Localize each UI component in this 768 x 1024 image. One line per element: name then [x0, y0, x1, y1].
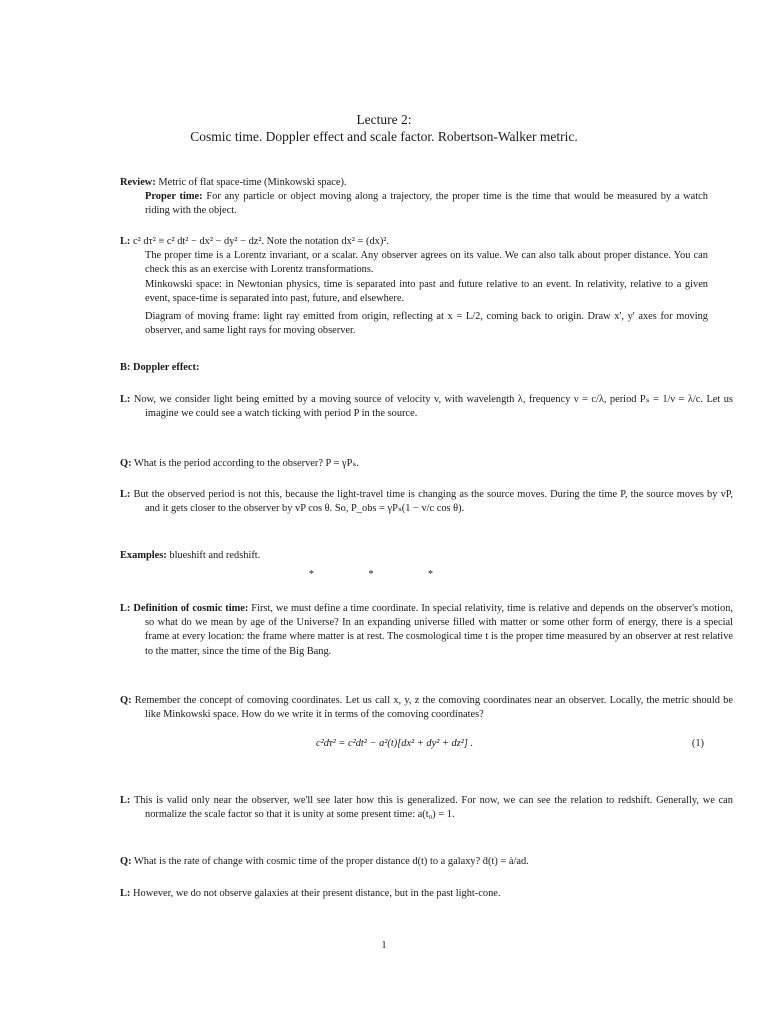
- cosmic-time-block: [120, 602, 733, 659]
- metric-formula: c² dτ² ≡ c² dt² − dx² − dy² − dz². Note the notation dx² = (dx)².: [133, 236, 390, 247]
- rate-block: [120, 855, 733, 869]
- cosmic-time-bold-lead: Definition of cosmic time:: [133, 603, 249, 614]
- comoving-lead: Q:: [120, 695, 132, 706]
- page-number: 1: [381, 940, 387, 951]
- metric-paragraph-3: Diagram of moving frame: light ray emitted from origin, reflecting at x = L/2, coming back to origin. Draw x', y' axes for moving observer, and same light rays for moving observer.: [145, 311, 708, 337]
- metric-section: [120, 235, 708, 338]
- examples-lead: Examples:: [120, 550, 167, 561]
- valid-lead: L:: [120, 795, 131, 806]
- lecture-title: Cosmic time. Doppler effect and scale factor. Robertson-Walker metric.: [190, 129, 578, 144]
- proper-time-text: For any particle or object moving along a trajectory, the proper time is the time that would be measured by a watch riding with the object.: [145, 191, 708, 217]
- past-cone-block: [120, 887, 733, 901]
- rate-lead: Q:: [120, 856, 132, 867]
- cosmic-time-text: First, we must define a time coordinate. In special relativity, time is relative and depends on the observer's motion, so what do we mean by age of the Universe? In an expanding universe filled with matter or some other form of energy, there is a special frame at every location: the frame where matter is at rest. The cosmological time t is the proper time measured by an observer at rest relative to the matter, since the time of the Big Bang.: [145, 603, 733, 657]
- lecture-number: Lecture 2:: [356, 112, 412, 127]
- doppler-q-text: What is the period according to the observer? P = γPₛ.: [133, 458, 359, 469]
- doppler-l2-text: But the observed period is not this, because the light-travel time is changing as the source moves. During the time P, the source moves by vP, and it gets closer to the observer by vP cos θ. So, P_obs = γPₛ(1 − v/c cos θ).: [133, 489, 733, 515]
- doppler-heading: B: Doppler effect:: [120, 362, 200, 373]
- doppler-l1-text: Now, we consider light being emitted by a moving source of velocity v, with wavelength λ, frequency ν = c/λ, period Pₛ = 1/ν = λ/c. Let us imagine we could see a watch ticking with period P in the source.: [133, 394, 733, 420]
- doppler-q-lead: Q:: [120, 458, 132, 469]
- review-text: Metric of flat space-time (Minkowski space).: [158, 177, 347, 188]
- section-separator: * * *: [309, 569, 459, 580]
- doppler-l1-lead: L:: [120, 394, 131, 405]
- proper-time-lead: Proper time:: [145, 191, 203, 203]
- valid-text: This is valid only near the observer, we'll see later how this is generalized. For now, we can see the relation to redshift. Generally, we can normalize the scale factor so that it is unity at some present time: a(t₀) = 1.: [133, 795, 733, 821]
- metric-equation: c²dτ² = c²dt² − a²(t)[dx² + dy² + dz²] .: [316, 738, 474, 749]
- comoving-text: Remember the concept of comoving coordinates. Let us call x, y, z the comoving coordinates near an observer. Locally, the metric should be like Minkowski space. How do we write it in terms of the comoving coordinates?: [134, 695, 733, 721]
- doppler-l2: [120, 488, 733, 516]
- metric-lead: L:: [120, 236, 131, 247]
- doppler-l1: [120, 393, 733, 421]
- examples-text: blueshift and redshift.: [169, 550, 261, 561]
- examples-block: [120, 549, 708, 563]
- review-lead: Review:: [120, 177, 156, 188]
- comoving-block: [120, 694, 733, 722]
- cosmic-time-lead: L:: [120, 603, 131, 614]
- doppler-question: [120, 457, 733, 471]
- valid-block: [120, 794, 733, 822]
- doppler-l2-lead: L:: [120, 489, 131, 500]
- past-cone-text: However, we do not observe galaxies at their present distance, but in the past light-cone.: [133, 888, 501, 899]
- equation-number: (1): [691, 738, 704, 749]
- rate-text: What is the rate of change with cosmic time of the proper distance d(t) to a galaxy? ḋ(t) = ȧ/ad.: [133, 856, 529, 867]
- metric-paragraph-2: Minkowski space: in Newtonian physics, time is separated into past and future relative to an event. In relativity, relative to a given event, space-time is separated into past, future, and elsewhere.: [145, 278, 708, 304]
- review-section: [120, 176, 708, 219]
- metric-paragraph-1: The proper time is a Lorentz invariant, or a scalar. Any observer agrees on its value. We can also talk about proper distance. You can check this as an exercise with Lorentz transformations.: [145, 250, 708, 276]
- doppler-heading-block: [120, 361, 708, 375]
- past-cone-lead: L:: [120, 888, 131, 899]
